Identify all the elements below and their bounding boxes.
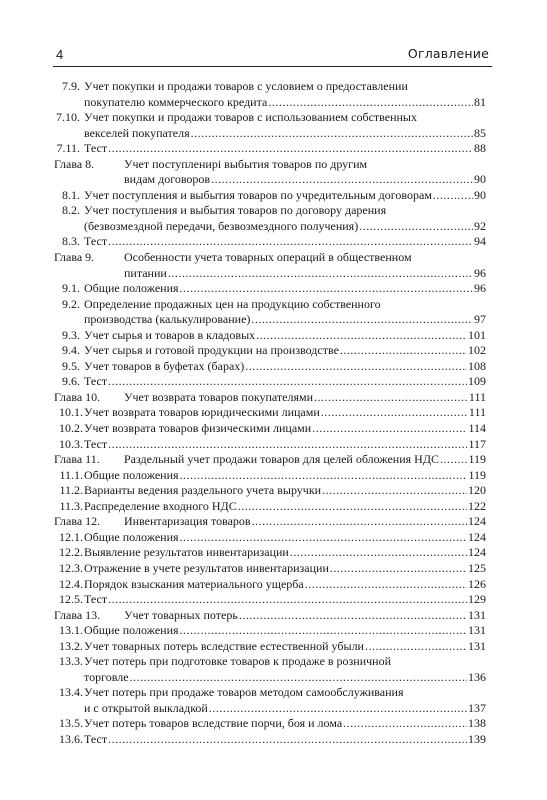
entry-title: Учет покупки и продажи товаров с условием о предоставлении <box>84 79 408 93</box>
entry-number: 11.3. <box>59 498 83 513</box>
entry-title: питании <box>124 265 167 280</box>
entry-number: 9.2. <box>62 296 80 311</box>
header-rule <box>53 66 492 67</box>
entry-title: производства (калькулирование) <box>84 312 251 327</box>
entry-title: Учет товарных потерь вследствие естественной убыли <box>84 638 364 653</box>
entry-title: Учет сырья и готовой продукции на производстве <box>84 343 339 358</box>
entry-title: Учет поступления и выбытия товаров по учредительным договорам <box>84 187 432 202</box>
toc-entry <box>54 561 486 577</box>
entry-number: 9.3. <box>62 327 80 342</box>
dot-leader <box>209 701 467 717</box>
entry-title-line <box>124 514 486 530</box>
running-title: Оглавление <box>407 46 489 61</box>
entry-title: Тест <box>84 731 108 746</box>
entry-title: Учет сырья и товаров в кладовых <box>84 327 256 342</box>
dot-leader <box>108 732 467 748</box>
entry-number: 10.3. <box>59 436 83 451</box>
dot-leader <box>239 608 467 624</box>
entry-page-number: 88 <box>474 141 486 156</box>
entry-number: 9.5. <box>62 358 80 373</box>
entry-title: Учет товаров в буфетах (барах) <box>84 358 245 373</box>
toc-entry <box>54 203 486 234</box>
entry-page-number: 102 <box>468 343 486 358</box>
entry-title-line <box>84 95 486 111</box>
entry-title-line <box>84 188 486 204</box>
toc-entry <box>54 654 486 685</box>
entry-number: 12.3. <box>59 560 83 575</box>
entry-number: 11.1. <box>59 467 83 482</box>
entry-page-number: 124 <box>468 529 486 544</box>
entry-title-line <box>124 390 486 406</box>
entry-title-line <box>84 592 486 608</box>
toc-entry <box>54 437 486 453</box>
entry-title-line <box>84 639 486 655</box>
entry-title-line <box>84 468 486 484</box>
entry-page-number: 136 <box>468 669 486 684</box>
entry-title: Учет поступления и выбытия товаров по договору дарения <box>84 203 387 218</box>
entry-title: Определение продажных цен на продукцию собственного <box>84 296 381 311</box>
toc-entry <box>54 343 486 359</box>
dot-leader <box>180 468 468 484</box>
toc-entry <box>54 328 486 344</box>
entry-title-line <box>84 421 486 437</box>
table-of-contents <box>54 79 486 748</box>
entry-page-number: 119 <box>468 467 486 482</box>
entry-title-line <box>84 701 486 717</box>
entry-title: Инвентаризация товаров <box>124 514 251 529</box>
dot-leader <box>108 374 467 390</box>
entry-page-number: 101 <box>468 327 486 342</box>
entry-page-number: 131 <box>468 638 486 653</box>
toc-entry <box>54 577 486 593</box>
entry-page-number: 120 <box>468 483 486 498</box>
toc-entry <box>54 483 486 499</box>
entry-title: Общие положения <box>84 529 179 544</box>
entry-number: 7.11. <box>56 141 80 156</box>
dot-leader <box>180 623 467 639</box>
dot-leader <box>440 452 467 468</box>
toc-entry <box>54 499 486 515</box>
entry-page-number: 131 <box>468 623 486 638</box>
entry-title: Тест <box>84 436 108 451</box>
entry-number: 12.2. <box>59 545 83 560</box>
entry-number: 13.5. <box>59 716 83 731</box>
toc-chapter <box>54 514 486 530</box>
entry-page-number: 96 <box>474 265 486 280</box>
entry-number: 9.4. <box>62 343 80 358</box>
entry-title-line <box>124 172 486 188</box>
dot-leader <box>252 514 467 530</box>
dot-leader <box>108 141 473 157</box>
dot-leader <box>433 188 473 204</box>
toc-entry <box>54 639 486 655</box>
dot-leader <box>359 219 473 235</box>
entry-page-number: 138 <box>468 716 486 731</box>
entry-title-line <box>84 623 486 639</box>
entry-number: 8.1. <box>62 187 80 202</box>
entry-title: Учет потерь при продаже товаров методом самообслуживания <box>84 685 404 700</box>
entry-number: 12.4. <box>59 576 83 591</box>
entry-title: Учет возврата товаров юридическими лицами <box>84 405 320 420</box>
entry-page-number: 119 <box>468 452 486 467</box>
entry-page-number: 126 <box>468 576 486 591</box>
dot-leader <box>290 545 467 561</box>
entry-number: Глава 11. <box>54 452 100 467</box>
entry-number: 12.1. <box>59 529 83 544</box>
entry-page-number: 124 <box>468 545 486 560</box>
entry-title-line <box>124 266 486 282</box>
entry-page-number: 125 <box>468 560 486 575</box>
entry-title: Тест <box>84 234 108 249</box>
toc-chapter <box>54 452 486 468</box>
dot-leader <box>343 716 467 732</box>
entry-page-number: 114 <box>468 421 486 436</box>
entry-title-line <box>84 670 486 686</box>
entry-page-number: 117 <box>468 436 486 451</box>
entry-number: Глава 10. <box>54 389 101 404</box>
entry-title-line <box>84 219 486 235</box>
entry-number: Глава 9. <box>54 250 95 265</box>
entry-page-number: 90 <box>474 172 486 187</box>
entry-number: 12.5. <box>59 592 83 607</box>
entry-title: Учет поступлениpi выбытия товаров по другим <box>124 156 368 171</box>
entry-number: 10.2. <box>59 421 83 436</box>
entry-title-line <box>84 732 486 748</box>
toc-entry <box>54 281 486 297</box>
entry-title-line <box>84 328 486 344</box>
entry-page-number: 139 <box>468 731 486 746</box>
entry-number: 8.2. <box>62 203 80 218</box>
entry-title: векселей покупателя <box>84 125 190 140</box>
entry-title-line <box>84 141 486 157</box>
toc-entry <box>54 592 486 608</box>
entry-title: Выявление результатов инвентаризации <box>84 545 289 560</box>
entry-page-number: 81 <box>474 94 486 109</box>
toc-entry <box>54 297 486 328</box>
entry-page-number: 96 <box>474 281 486 296</box>
entry-number: Глава 12. <box>54 514 101 529</box>
entry-page-number: 111 <box>468 405 486 420</box>
entry-title: Распределение входного НДС <box>84 498 237 513</box>
entry-title-line <box>84 499 486 515</box>
entry-title-line <box>84 234 486 250</box>
entry-title-line <box>84 312 486 328</box>
entry-title: Учет товарных потерь <box>124 607 238 622</box>
dot-leader <box>211 172 473 188</box>
toc-entry <box>54 188 486 204</box>
entry-page-number: 90 <box>474 187 486 202</box>
entry-title: Учет возврата товаров физическими лицами <box>84 421 312 436</box>
entry-page-number: 109 <box>468 374 486 389</box>
dot-leader <box>268 95 473 111</box>
dot-leader <box>330 561 467 577</box>
dot-leader <box>180 281 473 297</box>
entry-number: 13.2. <box>59 638 83 653</box>
entry-title-line <box>84 561 486 577</box>
dot-leader <box>108 234 473 250</box>
dot-leader <box>256 328 467 344</box>
entry-title: и с открытой выкладкой <box>84 700 208 715</box>
entry-title: видам договоров <box>124 172 211 187</box>
entry-page-number: 111 <box>468 389 486 404</box>
entry-title: Раздельный учет продажи товаров для целей обложения НДС <box>124 452 440 467</box>
dot-leader <box>180 530 467 546</box>
entry-title: Тест <box>84 141 108 156</box>
entry-number: Глава 8. <box>54 156 95 171</box>
dot-leader <box>340 343 467 359</box>
dot-leader <box>238 499 467 515</box>
entry-title-line <box>84 359 486 375</box>
toc-entry <box>54 421 486 437</box>
entry-title-line <box>84 374 486 390</box>
dot-leader <box>312 421 467 437</box>
dot-leader <box>108 592 467 608</box>
dot-leader <box>305 577 467 593</box>
entry-title-line <box>84 716 486 732</box>
entry-number: 7.9. <box>62 79 80 93</box>
entry-page-number: 124 <box>468 514 486 529</box>
entry-title-line <box>84 343 486 359</box>
entry-title-line <box>84 577 486 593</box>
toc-entry <box>54 234 486 250</box>
entry-number: 10.1. <box>59 405 83 420</box>
entry-title-line <box>124 608 486 624</box>
toc-entry <box>54 545 486 561</box>
entry-page-number: 122 <box>468 498 486 513</box>
entry-title-line <box>84 545 486 561</box>
toc-entry <box>54 468 486 484</box>
entry-number: Глава 13. <box>54 607 101 622</box>
toc-entry <box>54 110 486 141</box>
entry-number: 9.6. <box>62 374 80 389</box>
entry-title: торговле <box>84 669 129 684</box>
toc-entry <box>54 405 486 421</box>
entry-title: Учет потерь при подготовке товаров к продаже в розничной <box>84 654 392 669</box>
entry-number: 13.3. <box>59 654 83 669</box>
entry-title-line <box>84 281 486 297</box>
dot-leader <box>245 359 467 375</box>
entry-title: Варианты ведения раздельного учета выручки <box>84 483 322 498</box>
entry-title: Тест <box>84 592 108 607</box>
entry-page-number: 97 <box>474 312 486 327</box>
toc-entry <box>54 685 486 716</box>
entry-page-number: 137 <box>468 700 486 715</box>
entry-title: Порядок взыскания материального ущерба <box>84 576 304 591</box>
toc-chapter <box>54 250 486 281</box>
entry-title: Учет возврата товаров покупателями <box>124 389 314 404</box>
toc-chapter <box>54 608 486 624</box>
entry-number: 13.6. <box>59 731 83 746</box>
entry-title-line <box>84 483 486 499</box>
entry-title: Общие положения <box>84 281 179 296</box>
entry-title: Общие положения <box>84 467 179 482</box>
entry-title: Учет потерь товаров вследствие порчи, боя и лома <box>84 716 343 731</box>
entry-title: Учет покупки и продажи товаров с использованием собственных <box>84 110 417 125</box>
entry-title: Общие положения <box>84 623 179 638</box>
entry-number: 7.10. <box>56 110 80 125</box>
entry-title-line <box>124 452 486 468</box>
entry-title: (безвозмездной передачи, безвозмездного получения) <box>84 218 359 233</box>
entry-title: Тест <box>84 374 108 389</box>
toc-chapter <box>54 390 486 406</box>
entry-title-line <box>84 530 486 546</box>
toc-entry <box>54 530 486 546</box>
entry-page-number: 108 <box>468 358 486 373</box>
toc-entry <box>54 732 486 748</box>
page-number: 4 <box>56 47 64 62</box>
entry-page-number: 94 <box>474 234 486 249</box>
dot-leader <box>321 405 468 421</box>
toc-entry <box>54 716 486 732</box>
toc-entry <box>54 141 486 157</box>
entry-number: 8.3. <box>62 234 80 249</box>
entry-page-number: 129 <box>468 592 486 607</box>
dot-leader <box>130 670 467 686</box>
toc-entry <box>54 374 486 390</box>
dot-leader <box>108 437 467 453</box>
entry-title-line <box>84 405 486 421</box>
entry-title-line <box>84 437 486 453</box>
entry-title: Особенности учета товарных операций в общественном <box>124 250 412 265</box>
toc-entry <box>54 359 486 375</box>
entry-number: 11.2. <box>59 483 83 498</box>
entry-number: 13.1. <box>59 623 83 638</box>
entry-title: Отражение в учете результатов инвентаризации <box>84 560 329 575</box>
dot-leader <box>314 390 468 406</box>
dot-leader <box>168 266 473 282</box>
dot-leader <box>365 639 467 655</box>
toc-entry <box>54 623 486 639</box>
entry-page-number: 85 <box>474 125 486 140</box>
entry-page-number: 92 <box>474 218 486 233</box>
entry-number: 13.4. <box>59 685 83 700</box>
toc-entry <box>54 79 486 110</box>
dot-leader <box>322 483 467 499</box>
entry-number: 9.1. <box>62 281 80 296</box>
dot-leader <box>191 126 473 142</box>
entry-page-number: 131 <box>468 607 486 622</box>
toc-chapter <box>54 157 486 188</box>
entry-title-line <box>84 126 486 142</box>
entry-title: покупателю коммерческого кредита <box>84 94 268 109</box>
dot-leader <box>251 312 473 328</box>
